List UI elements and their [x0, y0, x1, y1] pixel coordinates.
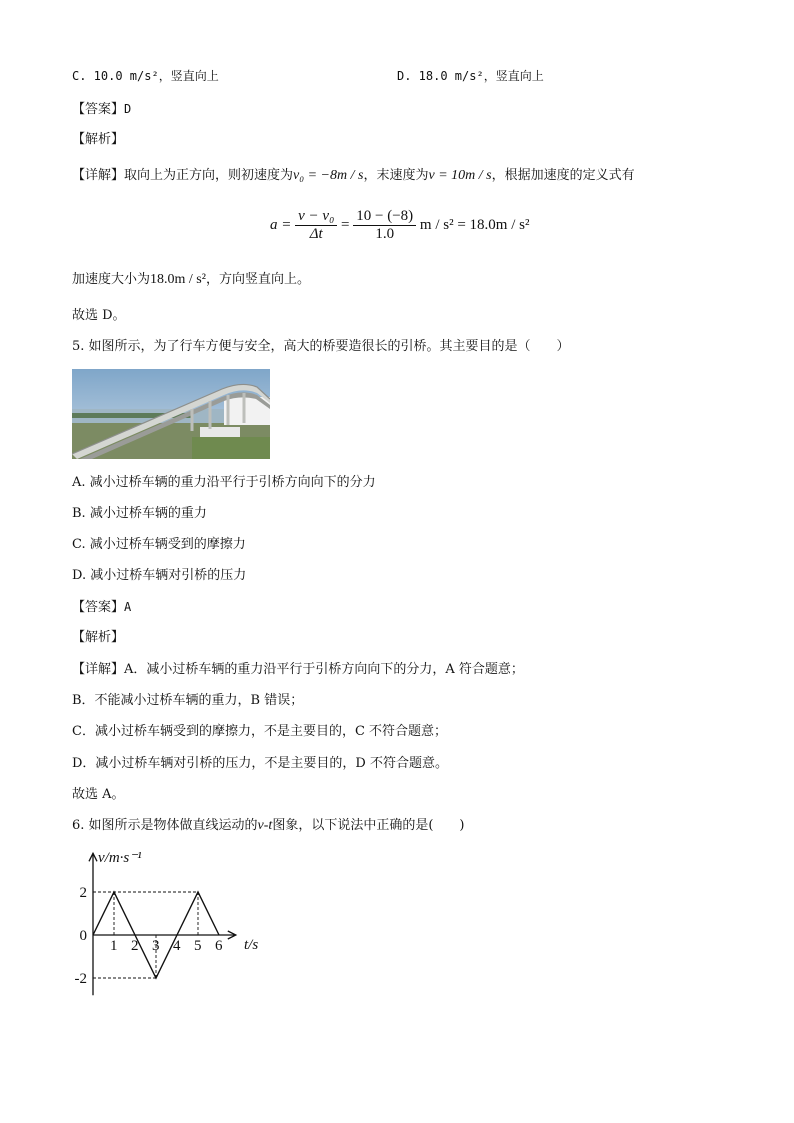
formula-equals: = — [341, 216, 350, 233]
q5-option-a: A. 减小过桥车辆的重力沿平行于引桥方向向下的分力 — [72, 475, 376, 490]
q5-option-d: D. 减小过桥车辆对引桥的压力 — [72, 568, 247, 583]
bridge-photo — [72, 369, 270, 459]
x-tick-label: 3 — [152, 938, 160, 954]
formula-rhs: m / s² = 18.0m / s² — [419, 216, 530, 233]
q4-answer-line — [72, 100, 131, 119]
option-c: C. 10.0 m/s²，竖直向上 — [72, 69, 219, 83]
y-tick-label: -2 — [74, 971, 87, 987]
x-tick-label: 5 — [194, 938, 202, 954]
formula-lhs: a = — [270, 216, 292, 233]
q5-choose: 故选 A。 — [72, 787, 125, 802]
x-tick-label: 6 — [215, 938, 223, 954]
result-value: 18.0m / s² — [150, 272, 206, 287]
detail-tag: 【详解】 — [72, 662, 125, 677]
q5-detail-b: B．不能减小过桥车辆的重力，B 错误； — [72, 693, 304, 708]
x-tick-label: 2 — [131, 938, 139, 954]
q5-detail-d: D．减小过桥车辆对引桥的压力，不是主要目的，D 不符合题意。 — [72, 756, 448, 771]
q5-option-c: C. 减小过桥车辆受到的摩擦力 — [72, 537, 246, 552]
q4-detail-line — [72, 167, 635, 185]
detail-tag: 【详解】 — [72, 168, 125, 183]
acceleration-formula — [270, 208, 529, 243]
v0-expression: v₀ = −8m / s — [293, 168, 364, 183]
q6-stem-vt: v-t — [257, 818, 273, 833]
q5-detail-a — [72, 661, 524, 679]
result-pre: 加速度大小为 — [72, 272, 151, 287]
analysis-tag: 【解析】 — [72, 132, 125, 147]
detail-text-post: ，根据加速度的定义式有 — [491, 168, 635, 183]
option-d: D. 18.0 m/s²，竖直向上 — [397, 69, 544, 83]
q4-choose: 故选 D。 — [72, 308, 126, 323]
v-expression: v = 10m / s — [428, 168, 492, 183]
fraction-2-denominator: 1.0 — [375, 226, 395, 242]
answer-value: D — [124, 102, 132, 116]
y-tick-label: 2 — [79, 885, 87, 901]
q6-stem-pre: 6. 如图所示是物体做直线运动的 — [72, 818, 258, 833]
q6-stem — [72, 817, 464, 835]
x-tick-label: 1 — [110, 938, 118, 954]
x-axis-label: t/s — [244, 937, 259, 953]
result-post: ，方向竖直向上。 — [205, 272, 310, 287]
detail-text: 取向上为正方向，则初速度为 — [124, 168, 294, 183]
fraction-1-denominator: Δt — [309, 226, 323, 242]
q4-result-line — [72, 271, 310, 289]
q5-option-b: B. 减小过桥车辆的重力 — [72, 506, 207, 521]
q5-detail-c: C．减小过桥车辆受到的摩擦力，不是主要目的，C 不符合题意； — [72, 724, 448, 739]
answer-tag: 【答案】 — [72, 600, 125, 615]
q5-answer-line — [72, 598, 131, 617]
y-axis-label: v/m·s⁻¹ — [98, 850, 142, 866]
q6-stem-post: 图象，以下说法中正确的是( ) — [272, 818, 465, 833]
fraction-1 — [295, 208, 337, 243]
analysis-tag: 【解析】 — [72, 630, 125, 645]
fraction-2 — [353, 208, 416, 243]
detail-text-mid: ，末速度为 — [363, 168, 429, 183]
fraction-2-numerator: 10 − (−8) — [353, 208, 416, 226]
answer-value: A — [124, 600, 132, 614]
vt-graph — [72, 848, 272, 998]
detail-text: A．减小过桥车辆的重力沿平行于引桥方向向下的分力，A 符合题意； — [124, 662, 524, 677]
x-tick-label: 4 — [173, 938, 181, 954]
y-tick-label: 0 — [79, 928, 87, 944]
fraction-1-numerator: v − v₀ — [295, 208, 337, 226]
q5-stem: 5. 如图所示，为了行车方便与安全，高大的桥要造很长的引桥。其主要目的是（ ） — [72, 339, 570, 354]
answer-tag: 【答案】 — [72, 102, 125, 117]
